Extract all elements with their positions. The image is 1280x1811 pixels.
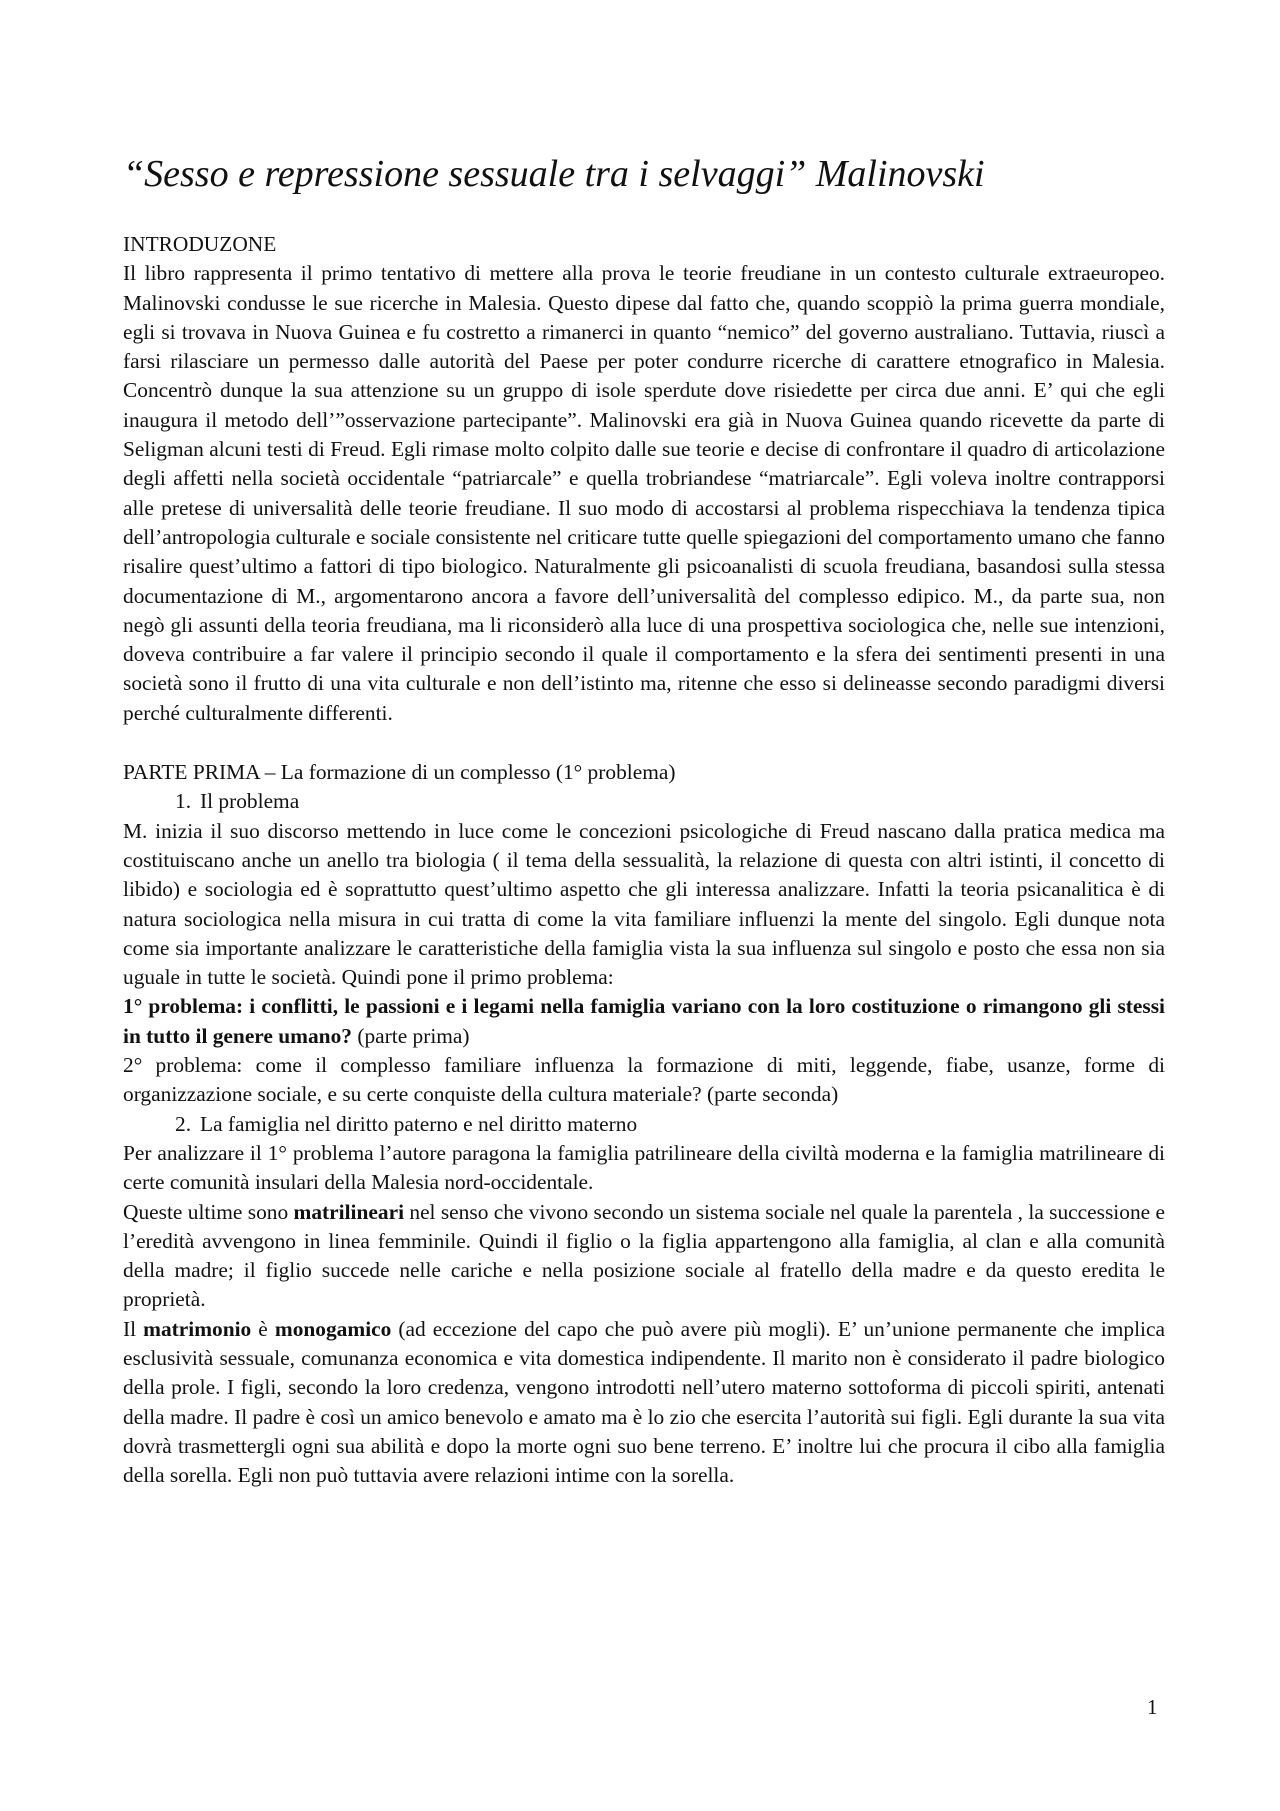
marriage-paragraph [123, 1315, 1165, 1491]
list-number: 2. [175, 1111, 192, 1136]
intro-heading: INTRODUZONE [123, 232, 277, 256]
page-number: 1 [1147, 1695, 1158, 1719]
list-label: Il problema [200, 789, 300, 814]
intro-paragraph: Il libro rappresenta il primo tentativo di mettere alla prova le teorie freudiane in un contesto culturale extraeuropeo. Malinovski condusse le sue ricerche in Malesia. Questo dipese dal fatto che, quando scoppiò la prima guerra mondiale, egli si trovava in Nuova Guinea e fu costretto a rimanerci in quanto “nemico” del governo australiano. Tuttavia, riuscì a farsi rilasciare un permesso dalle autorità del Paese per poter condurre ricerche di carattere etnografico in Malesia. Concentrò dunque la sua attenzione su un gruppo di isole sperdute dove risiedette per circa due anni. E’ qui che egli inaugura il metodo dell’”osservazione partecipante”. Malinovski era già in Nuova Guinea quando ricevette da parte di Seligman alcuni testi di Freud. Egli rimase molto colpito dalle sue teorie e decise di confrontare il quadro di articolazione degli affetti nella società occidentale “patriarcale” e quella trobriandese “matriarcale”. Egli voleva inoltre contrapporsi alle pretese di universalità delle teorie freudiane. Il suo modo di accostarsi al problema rispecchiava la tendenza tipica dell’antropologia culturale e sociale consistente nel criticare tutte quelle spiegazioni del comportamento umano che fanno risalire quest’ultimo a fattori di tipo biologico. Naturalmente gli psicoanalisti di scuola freudiana, basandosi sulla stessa documentazione di M., argomentarono ancora a favore dell’universalità del complesso edipico. M., da parte sua, non negò gli assunti della teoria freudiana, ma li riconsiderò alla luce di una prospettiva sociologica che, nelle sue intenzioni, doveva contribuire a far valere il principio secondo il quale il comportamento e la sfera dei sentimenti presenti in una società sono il frutto di una vita culturale e non dell’istinto ma, ritenne che esso si delineasse secondo paradigmi diversi perché culturalmente differenti. [123, 261, 1165, 725]
document-title: “Sesso e repressione sessuale tra i selvaggi” Malinovski [123, 153, 985, 195]
list-number: 1. [175, 789, 192, 814]
text-run: (ad eccezione del capo che può avere più mogli). E’ un’unione permanente che implica esclusività sessuale, comunanza economica e vita domestica indipendente. Il marito non è considerato il padre biologico della prole. I figli, secondo la loro credenza, vengono introdotti nell’utero materno sottoforma di piccoli spiriti, antenati della madre. Il padre è così un amico benevolo e amato ma è lo zio che esercita l’autorità sui figli. Egli durante la sua vita dovrà trasmettergli ogni sua abilità e dopo la morte ogni suo bene terreno. E’ inoltre lui che procura il cibo alla famiglia della sorella. Egli non può tuttavia avere relazioni intime con la sorella. [123, 1316, 1165, 1488]
part1-heading: PARTE PRIMA – La formazione di un complesso (1° problema) [123, 760, 676, 785]
matrilineari-bold: matrilineari [293, 1199, 405, 1224]
text-run: Il [123, 1316, 144, 1341]
document-body [123, 230, 1165, 1490]
problem1-bold: 1° problema: i conflitti, le passioni e i legami nella famiglia variano con la loro costituzione o rimangono gli stessi in tutto il genere umano? [123, 994, 1165, 1048]
problem1-paragraph [123, 992, 1165, 1051]
text-run: è [251, 1316, 275, 1341]
matrilineal-paragraph [123, 1198, 1165, 1315]
text-run: Queste ultime sono [123, 1199, 294, 1224]
list-item-family [123, 1110, 1165, 1139]
problem2-paragraph: 2° problema: come il complesso familiare influenza la formazione di miti, leggende, fiabe, usanze, forme di organizzazione sociale, e su certe conquiste della cultura materiale? (parte seconda) [123, 1053, 1165, 1107]
list-item-problem [123, 787, 1165, 816]
monogamico-bold: monogamico [274, 1316, 392, 1341]
section-gap [123, 728, 1165, 758]
text-run: nel senso che vivono secondo un sistema sociale nel quale la parentela , la successione e l’eredità avvengono in linea femminile. Quindi il figlio o la figlia appartengono alla famiglia, al clan e alla comunità della madre; il figlio succede nelle cariche e nella posizione sociale al fratello della madre e da questo eredita le proprietà. [123, 1199, 1165, 1312]
matrimonio-bold: matrimonio [143, 1316, 252, 1341]
problem1-note: (parte prima) [351, 1023, 470, 1048]
document-page [123, 150, 1165, 1490]
family-paragraph: Per analizzare il 1° problema l’autore paragona la famiglia patrilineare della civiltà moderna e la famiglia matrilineare di certe comunità insulari della Malesia nord-occidentale. [123, 1140, 1165, 1195]
list-label: La famiglia nel diritto paterno e nel diritto materno [200, 1111, 638, 1136]
problem-paragraph: M. inizia il suo discorso mettendo in luce come le concezioni psicologiche di Freud nascano dalla pratica medica ma costituiscano anche un anello tra biologia ( il tema della sessualità, la relazione di questa con altri istinti, il concetto di libido) e sociologia ed è soprattutto quest’ultimo aspetto che gli interessa analizzare. Infatti la teoria psicanalitica è di natura sociologica nella misura in cui tratta di come la vita familiare influenzi la mente del singolo. Egli dunque nota come sia importante analizzare le caratteristiche della famiglia vista la sua influenza sul singolo e posto che essa non sia uguale in tutte le società. Quindi pone il primo problema: [123, 818, 1165, 990]
